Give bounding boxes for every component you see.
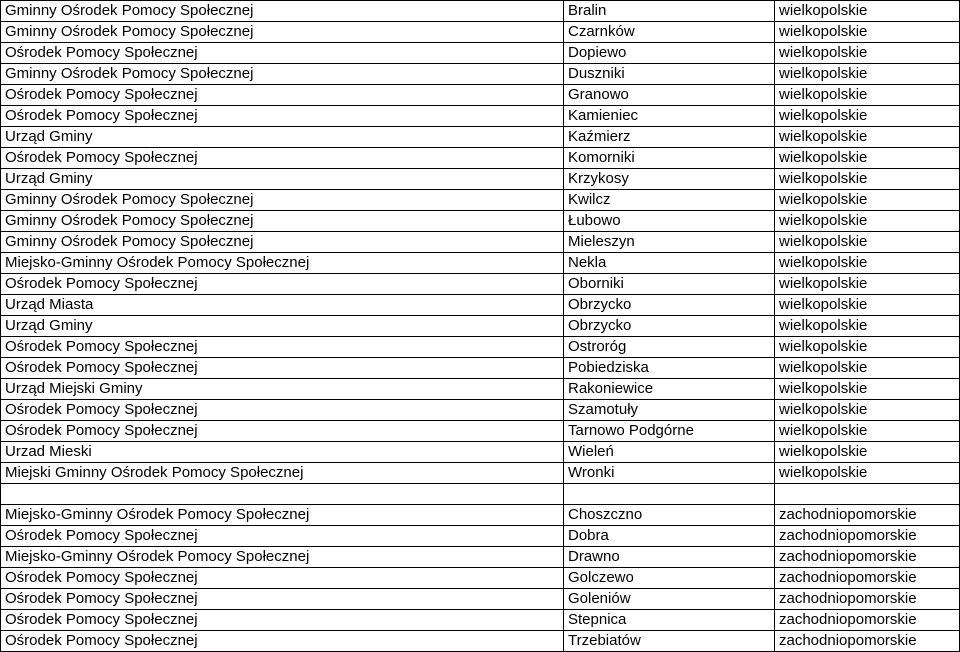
table-row	[1, 169, 960, 190]
municipality-cell: Choszczno	[564, 505, 775, 526]
municipality-cell: Łubowo	[564, 211, 775, 232]
municipality-cell: Szamotuły	[564, 400, 775, 421]
municipality-cell: Wronki	[564, 463, 775, 484]
institution-cell: Miejsko-Gminny Ośrodek Pomocy Społecznej	[1, 253, 564, 274]
table-row	[1, 106, 960, 127]
table-row	[1, 610, 960, 631]
table-row	[1, 253, 960, 274]
institution-cell: Urząd Miejski Gminy	[1, 379, 564, 400]
institution-cell: Ośrodek Pomocy Społecznej	[1, 337, 564, 358]
table-row	[1, 631, 960, 652]
group-separator-row	[1, 484, 960, 505]
municipality-cell: Krzykosy	[564, 169, 775, 190]
institution-cell: Gminny Ośrodek Pomocy Społecznej	[1, 64, 564, 85]
institution-cell: Ośrodek Pomocy Społecznej	[1, 421, 564, 442]
table-row	[1, 211, 960, 232]
institution-cell: Gminny Ośrodek Pomocy Społecznej	[1, 22, 564, 43]
municipality-cell: Dobra	[564, 526, 775, 547]
voivodeship-cell: wielkopolskie	[775, 274, 960, 295]
voivodeship-cell: zachodniopomorskie	[775, 547, 960, 568]
institution-cell: Urząd Gminy	[1, 127, 564, 148]
municipality-cell: Ostroróg	[564, 337, 775, 358]
table-row	[1, 568, 960, 589]
municipality-cell: Kaźmierz	[564, 127, 775, 148]
municipality-cell: Wieleń	[564, 442, 775, 463]
voivodeship-cell: zachodniopomorskie	[775, 589, 960, 610]
institution-cell: Ośrodek Pomocy Społecznej	[1, 274, 564, 295]
voivodeship-cell: wielkopolskie	[775, 379, 960, 400]
voivodeship-cell: wielkopolskie	[775, 211, 960, 232]
institution-cell: Ośrodek Pomocy Społecznej	[1, 148, 564, 169]
table-body	[1, 1, 960, 652]
municipality-cell: Obrzycko	[564, 295, 775, 316]
table-row	[1, 421, 960, 442]
empty-cell	[775, 484, 960, 505]
voivodeship-cell: zachodniopomorskie	[775, 631, 960, 652]
municipality-cell: Tarnowo Podgórne	[564, 421, 775, 442]
voivodeship-cell: wielkopolskie	[775, 442, 960, 463]
voivodeship-cell: wielkopolskie	[775, 253, 960, 274]
institution-cell: Urząd Gminy	[1, 316, 564, 337]
table-row	[1, 463, 960, 484]
voivodeship-cell: wielkopolskie	[775, 190, 960, 211]
table-row	[1, 1, 960, 22]
municipality-cell: Stepnica	[564, 610, 775, 631]
voivodeship-cell: wielkopolskie	[775, 1, 960, 22]
institution-cell: Ośrodek Pomocy Społecznej	[1, 589, 564, 610]
voivodeship-cell: wielkopolskie	[775, 232, 960, 253]
municipality-cell: Czarnków	[564, 22, 775, 43]
table-row	[1, 22, 960, 43]
municipality-cell: Nekla	[564, 253, 775, 274]
institution-cell: Urzad Mieski	[1, 442, 564, 463]
table-row	[1, 316, 960, 337]
institution-cell: Miejski Gminny Ośrodek Pomocy Społecznej	[1, 463, 564, 484]
voivodeship-cell: zachodniopomorskie	[775, 526, 960, 547]
table-row	[1, 274, 960, 295]
institution-cell: Ośrodek Pomocy Społecznej	[1, 358, 564, 379]
table-row	[1, 442, 960, 463]
municipality-cell: Trzebiatów	[564, 631, 775, 652]
voivodeship-cell: zachodniopomorskie	[775, 610, 960, 631]
empty-cell	[1, 484, 564, 505]
voivodeship-cell: wielkopolskie	[775, 337, 960, 358]
institution-cell: Ośrodek Pomocy Społecznej	[1, 43, 564, 64]
voivodeship-cell: wielkopolskie	[775, 64, 960, 85]
voivodeship-cell: wielkopolskie	[775, 400, 960, 421]
table-row	[1, 64, 960, 85]
municipality-cell: Obrzycko	[564, 316, 775, 337]
table-row	[1, 547, 960, 568]
voivodeship-cell: zachodniopomorskie	[775, 505, 960, 526]
municipality-cell: Pobiedziska	[564, 358, 775, 379]
institution-cell: Ośrodek Pomocy Społecznej	[1, 106, 564, 127]
table-row	[1, 358, 960, 379]
voivodeship-cell: wielkopolskie	[775, 148, 960, 169]
voivodeship-cell: wielkopolskie	[775, 421, 960, 442]
institution-cell: Gminny Ośrodek Pomocy Społecznej	[1, 211, 564, 232]
municipality-cell: Granowo	[564, 85, 775, 106]
municipality-cell: Oborniki	[564, 274, 775, 295]
voivodeship-cell: wielkopolskie	[775, 85, 960, 106]
table-row	[1, 526, 960, 547]
voivodeship-cell: wielkopolskie	[775, 43, 960, 64]
voivodeship-cell: wielkopolskie	[775, 316, 960, 337]
municipality-cell: Rakoniewice	[564, 379, 775, 400]
institution-cell: Miejsko-Gminny Ośrodek Pomocy Społecznej	[1, 505, 564, 526]
municipality-cell: Goleniów	[564, 589, 775, 610]
institution-cell: Ośrodek Pomocy Społecznej	[1, 568, 564, 589]
voivodeship-cell: wielkopolskie	[775, 169, 960, 190]
municipality-cell: Duszniki	[564, 64, 775, 85]
voivodeship-cell: wielkopolskie	[775, 358, 960, 379]
table-row	[1, 505, 960, 526]
institution-cell: Gminny Ośrodek Pomocy Społecznej	[1, 190, 564, 211]
voivodeship-cell: wielkopolskie	[775, 463, 960, 484]
institution-cell: Ośrodek Pomocy Społecznej	[1, 400, 564, 421]
institution-cell: Urząd Gminy	[1, 169, 564, 190]
institution-cell: Ośrodek Pomocy Społecznej	[1, 526, 564, 547]
table-row	[1, 379, 960, 400]
municipality-cell: Komorniki	[564, 148, 775, 169]
municipality-cell: Mieleszyn	[564, 232, 775, 253]
institution-cell: Urząd Miasta	[1, 295, 564, 316]
table-row	[1, 85, 960, 106]
voivodeship-cell: wielkopolskie	[775, 22, 960, 43]
table-row	[1, 589, 960, 610]
municipality-cell: Dopiewo	[564, 43, 775, 64]
institution-cell: Gminny Ośrodek Pomocy Społecznej	[1, 1, 564, 22]
table-row	[1, 190, 960, 211]
municipality-cell: Golczewo	[564, 568, 775, 589]
empty-cell	[564, 484, 775, 505]
institution-cell: Miejsko-Gminny Ośrodek Pomocy Społecznej	[1, 547, 564, 568]
table-row	[1, 127, 960, 148]
table-row	[1, 148, 960, 169]
institution-cell: Ośrodek Pomocy Społecznej	[1, 631, 564, 652]
municipality-cell: Kamieniec	[564, 106, 775, 127]
municipality-cell: Drawno	[564, 547, 775, 568]
institution-cell: Gminny Ośrodek Pomocy Społecznej	[1, 232, 564, 253]
voivodeship-cell: zachodniopomorskie	[775, 568, 960, 589]
municipality-cell: Kwilcz	[564, 190, 775, 211]
table-row	[1, 337, 960, 358]
voivodeship-cell: wielkopolskie	[775, 127, 960, 148]
table-row	[1, 295, 960, 316]
voivodeship-cell: wielkopolskie	[775, 295, 960, 316]
table-row	[1, 400, 960, 421]
municipality-cell: Bralin	[564, 1, 775, 22]
table-row	[1, 43, 960, 64]
voivodeship-cell: wielkopolskie	[775, 106, 960, 127]
institution-cell: Ośrodek Pomocy Społecznej	[1, 85, 564, 106]
table-row	[1, 232, 960, 253]
institution-cell: Ośrodek Pomocy Społecznej	[1, 610, 564, 631]
